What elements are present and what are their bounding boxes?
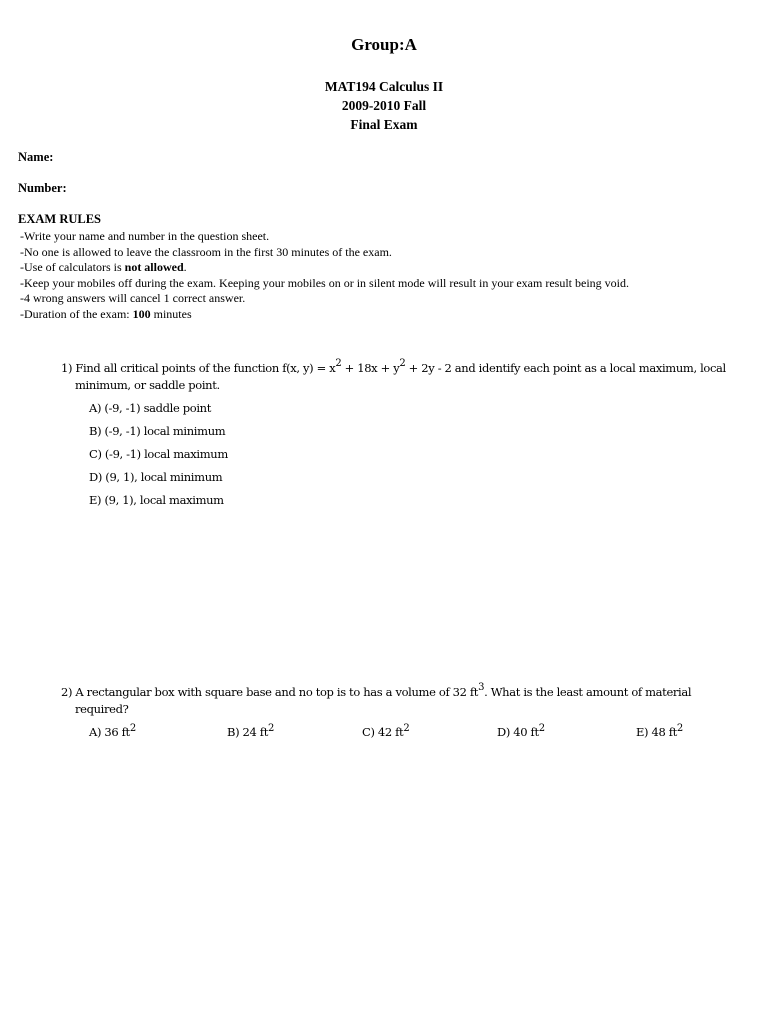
exam-title: Final Exam bbox=[350, 117, 418, 132]
rule-calculators-post: . bbox=[183, 260, 187, 274]
question-2-line2: required? bbox=[75, 702, 129, 716]
q1-option-c: C) (-9, -1) local maximum bbox=[89, 447, 228, 461]
q2-option-a-exp: 2 bbox=[129, 723, 136, 735]
q2-part1: 2) A rectangular box with square base and no top is to has a volume of 32 ft bbox=[61, 685, 479, 699]
q2-option-b-text: B) 24 ft bbox=[227, 725, 268, 739]
rule-leave-classroom: -No one is allowed to leave the classroom in the first 30 minutes of the exam. bbox=[20, 245, 392, 259]
q2-option-d-exp: 2 bbox=[538, 723, 545, 735]
rule-duration bbox=[20, 307, 192, 322]
q1-part2: + 18x + y bbox=[341, 361, 400, 375]
q2-option-d bbox=[497, 725, 545, 739]
question-1-line2: minimum, or saddle point. bbox=[75, 378, 220, 392]
q2-option-a bbox=[89, 725, 136, 739]
rule-calculators bbox=[20, 260, 187, 275]
q2-part2: . What is the least amount of material bbox=[484, 685, 692, 699]
q2-option-e bbox=[636, 725, 683, 739]
question-1-text bbox=[61, 358, 726, 375]
group-title: Group:A bbox=[351, 35, 417, 54]
rule-name-number: -Write your name and number in the question sheet. bbox=[20, 229, 270, 243]
number-label: Number: bbox=[18, 181, 67, 195]
name-label: Name: bbox=[18, 150, 54, 164]
rule-duration-bold: 100 bbox=[132, 307, 151, 321]
course-title: MAT194 Calculus II bbox=[324, 79, 444, 94]
q2-option-c-exp: 2 bbox=[403, 723, 410, 735]
q1-option-e: E) (9, 1), local maximum bbox=[89, 493, 224, 507]
rule-wrong-answers: -4 wrong answers will cancel 1 correct answer. bbox=[20, 291, 246, 305]
q1-option-d: D) (9, 1), local minimum bbox=[89, 470, 223, 484]
q2-option-c bbox=[362, 725, 409, 739]
q2-option-e-exp: 2 bbox=[676, 723, 683, 735]
q2-option-e-text: E) 48 ft bbox=[636, 725, 677, 739]
rule-duration-pre: -Duration of the exam: bbox=[20, 307, 133, 321]
q2-option-b bbox=[227, 725, 274, 739]
q1-part3: + 2y - 2 and identify each point as a local maximum, local bbox=[405, 361, 726, 375]
q1-exp1: 2 bbox=[335, 358, 342, 370]
q1-exp2: 2 bbox=[399, 358, 406, 370]
term-title: 2009-2010 Fall bbox=[341, 98, 427, 113]
rule-mobiles: -Keep your mobiles off during the exam. Keeping your mobiles on or in silent mode will result in your exam result being void. bbox=[20, 276, 629, 290]
q2-option-b-exp: 2 bbox=[267, 723, 274, 735]
q1-option-a: A) (-9, -1) saddle point bbox=[89, 401, 212, 415]
question-2-text bbox=[61, 682, 692, 699]
q2-option-d-text: D) 40 ft bbox=[497, 725, 539, 739]
q2-option-c-text: C) 42 ft bbox=[362, 725, 404, 739]
q2-option-a-text: A) 36 ft bbox=[89, 725, 130, 739]
q1-option-b: B) (-9, -1) local minimum bbox=[89, 424, 226, 438]
q2-exp1: 3 bbox=[478, 682, 485, 694]
exam-rules-heading: EXAM RULES bbox=[18, 212, 101, 226]
rule-duration-post: minutes bbox=[150, 307, 192, 321]
rule-calculators-pre: -Use of calculators is bbox=[20, 260, 125, 274]
rule-calculators-bold: not allowed bbox=[124, 260, 184, 274]
q1-part1: 1) Find all critical points of the function f(x, y) = x bbox=[61, 361, 336, 375]
